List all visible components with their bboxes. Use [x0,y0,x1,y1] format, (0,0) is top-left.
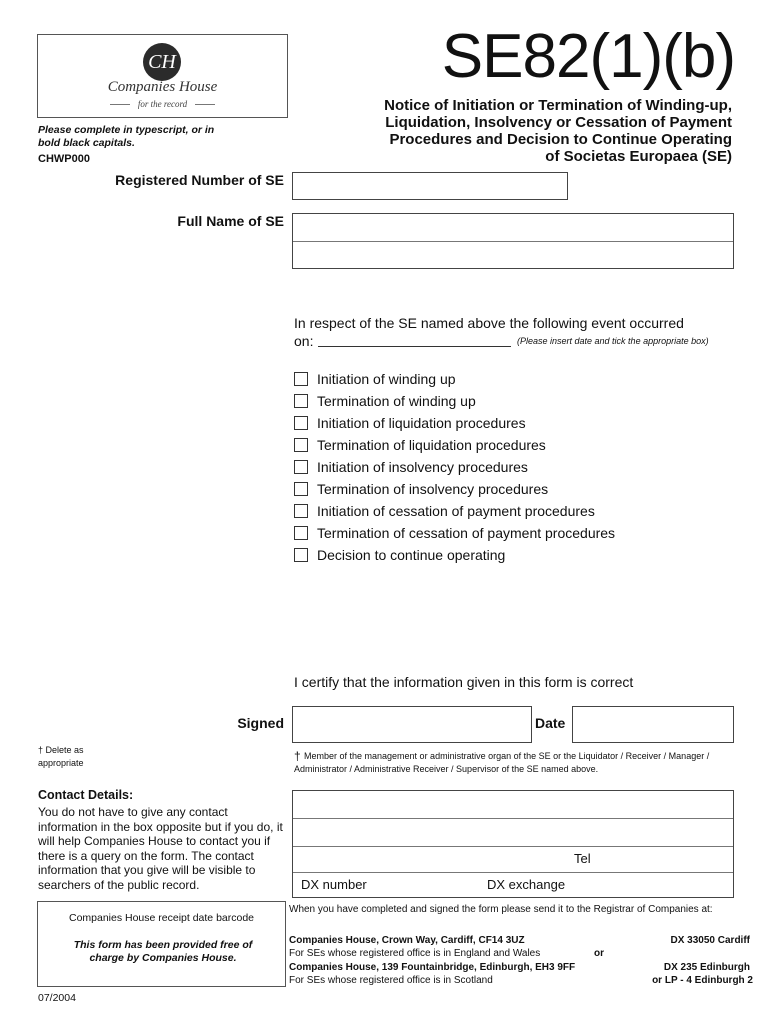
dagger-mark: † [294,749,301,763]
option-termination-insolvency[interactable]: Termination of insolvency procedures [294,478,615,500]
event-date-note: (Please insert date and tick the appropriate box) [517,336,709,346]
cardiff-note: For SEs whose registered office is in England and Wales [289,948,541,959]
checkbox[interactable] [294,504,308,518]
title-line: Notice of Initiation or Termination of Winding-up, [384,97,732,114]
edinburgh-lp: or LP - 4 Edinburgh 2 [652,975,753,986]
logo-tagline: for the record [38,99,287,109]
date-input[interactable] [572,706,734,743]
edinburgh-dx: DX 235 Edinburgh [663,962,750,973]
option-continue-operating[interactable]: Decision to continue operating [294,544,615,566]
event-options [294,368,615,566]
checkbox[interactable] [294,394,308,408]
full-name-label: Full Name of SE [177,213,284,229]
title-line: Liquidation, Insolvency or Cessation of Payment [385,114,732,131]
option-initiation-winding-up[interactable]: Initiation of winding up [294,368,615,390]
barcode-label: Companies House receipt date barcode [68,912,255,924]
completion-instructions: Please complete in typescript, or in bold black capitals. [38,124,215,149]
option-initiation-insolvency[interactable]: Initiation of insolvency procedures [294,456,615,478]
checkbox[interactable] [294,548,308,562]
full-name-divider [293,241,733,242]
registered-number-input[interactable] [292,172,568,200]
event-on-label: on: [294,333,314,349]
dx-exchange-label: DX exchange [487,877,566,892]
logo-name: Companies House [107,79,218,95]
signed-label: Signed [237,715,284,731]
option-initiation-liquidation[interactable]: Initiation of liquidation procedures [294,412,615,434]
cardiff-address: Companies House, Crown Way, Cardiff, CF14 3UZ [289,935,525,946]
edinburgh-address: Companies House, 139 Fountainbridge, Edinburgh, EH3 9FF [289,962,576,973]
contact-line [293,846,733,847]
contact-details-box[interactable] [292,790,734,898]
member-note: Member of the management or administrative organ of the SE or the Liquidator / Receiver / Manager / Administrator / Administrative Receiver / Supervisor of the SE named above. [294,751,710,774]
full-name-input[interactable] [292,213,734,269]
dx-number-label: DX number [301,877,367,892]
tel-label: Tel [574,851,591,866]
checkbox[interactable] [294,416,308,430]
signature-input[interactable] [292,706,532,743]
form-code: SE82(1)(b) [441,22,735,91]
registered-number-label: Registered Number of SE [115,172,284,188]
contact-body: You do not have to give any contact information in the box opposite but if you do, it will help Companies House to contact you if there is a query on the form. The contact information that you give will be visible to searchers of the public record. [38,805,283,892]
checkbox[interactable] [294,372,308,386]
contact-heading: Contact Details: [38,788,134,802]
form-title [330,97,732,165]
or-separator: or [594,948,604,959]
checkbox[interactable] [294,482,308,496]
date-label: Date [535,715,566,731]
delete-note: † Delete as appropriate [38,745,84,768]
certify-statement: I certify that the information given in this form is correct [294,674,634,690]
companies-house-logo [37,34,288,118]
option-initiation-cessation[interactable]: Initiation of cessation of payment procedures [294,500,615,522]
title-line: Procedures and Decision to Continue Operating [389,131,732,148]
checkbox[interactable] [294,438,308,452]
logo-monogram: CH [143,43,181,81]
form-version: 07/2004 [38,992,76,1004]
cardiff-dx: DX 33050 Cardiff [670,935,750,946]
free-of-charge-note: This form has been provided free of charge by Companies House. [73,939,253,964]
send-instructions: When you have completed and signed the form please send it to the Registrar of Companies at: [289,904,713,915]
contact-line [293,818,733,819]
form-reference: CHWP000 [38,153,90,165]
receipt-barcode-box [37,901,286,987]
event-intro: In respect of the SE named above the following event occurred [294,315,684,331]
edinburgh-note: For SEs whose registered office is in Scotland [289,975,493,986]
option-termination-winding-up[interactable]: Termination of winding up [294,390,615,412]
option-termination-liquidation[interactable]: Termination of liquidation procedures [294,434,615,456]
title-line: of Societas Europaea (SE) [545,148,732,165]
contact-line [293,872,733,873]
option-termination-cessation[interactable]: Termination of cessation of payment procedures [294,522,615,544]
checkbox[interactable] [294,460,308,474]
event-date-input[interactable] [318,346,511,347]
checkbox[interactable] [294,526,308,540]
